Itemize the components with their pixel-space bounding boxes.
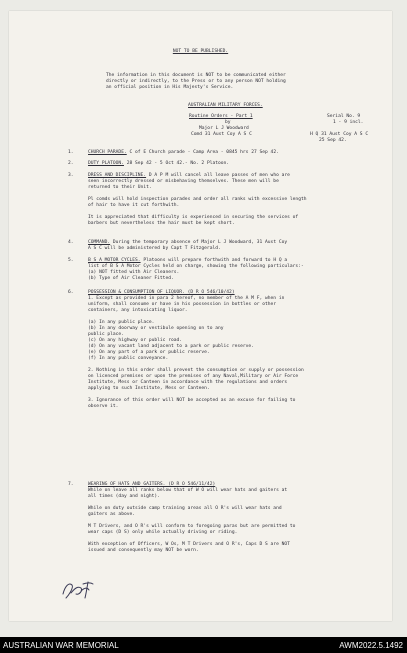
catalogue-id: AWM2022.5.1492 [339,641,403,650]
item-body-line: issued and consequently may NOT be worn. [88,548,199,553]
by-label: by [225,120,231,125]
item-body-line: (a) In any public place. [88,320,155,325]
hq-address: H Q 31 Aust Coy A S C [310,132,369,137]
item-body-line: 3. Ignorance of this order will NOT be accepted as an excuse for failing to [88,398,296,403]
item-body-line: gaiters as above. [88,512,136,517]
item-heading-line: B S A MOTOR CYCLES. Platoons will prepare forthwith and forward to H Q a [88,258,288,263]
officer-name: Major L J Woodward [199,126,249,131]
item-body-line: With exception of Officers, W Os, M T Drivers and O R's, Caps D S are NOT [88,542,290,547]
item-number: 7. [68,482,74,487]
item-body-line: Institute, Mess or Canteen in accordance with the regulations and orders [88,380,288,385]
footer-bar [0,637,407,653]
item-body-line: public place. [88,332,124,337]
archive-name: AUSTRALIAN WAR MEMORIAL [3,641,119,650]
item-body-line: returned to their Unit. [88,185,152,190]
orders-title: Routine Orders - Part 1 [189,114,253,119]
item-body-line: barbers but nevertheless the hair must be kept short. [88,221,235,226]
item-number: 2. [68,161,74,166]
officer-unit: Comd 31 Aust Coy A S C [191,132,252,137]
item-body-line: (e) On any part of a park or public reserve. [88,350,210,355]
item-body-line: 1. Except as provided in para 2 hereof, no member of the A M F, when in [88,296,285,301]
item-body-line: (f) In any public conveyance. [88,356,169,361]
serial-number: Serial No. 9 [327,114,361,119]
item-body-line: list of B S A Motor Cycles held on charge, showing the following particulars:- [88,264,304,269]
item-body-line: applying to such Institute, Mess or Canteen. [88,386,210,391]
item-heading-line: POSSESSION & CONSUMPTION OF LIQUOR. (D R O 546/10/42) [88,290,235,295]
order-date: 25 Sep 42. [319,138,347,143]
item-body-line: A S C will be administered by Capt T Fitzgerald. [88,246,221,251]
document-page [9,11,392,621]
item-body-line: It is appreciated that difficulty is experienced in securing the services of [88,215,299,220]
item-body-line: 2. Nothing in this order shall prevent the consumption or supply or possession [88,368,304,373]
handwritten-signature [59,576,99,602]
item-body-line: While on leave all ranks below that of W O will wear hats and gaiters at [88,488,288,493]
item-body-line: (c) On any highway or public road. [88,338,183,343]
item-heading-line: WEARING OF HATS AND GAITERS. (D R O 546/11/42) [88,482,216,487]
item-body-line: uniform, shall consume or have in his possession in bottles or other [88,302,277,307]
item-body-line: of hair to have it cut forthwith. [88,203,180,208]
notice-line-3: an official position in His Majesty's Service. [106,85,234,90]
item-body-line: on licenced premises or upon the premises of any Naval,Military or Air Force [88,374,299,379]
item-body-line: wear caps (D S) only while actually driving or riding. [88,530,238,535]
item-heading-line: COMMAND. During the temporary absence of Major L J Woodward, 31 Aust Coy [88,240,288,245]
notice-line-2: directly or indirectly, to the Press or to any person NOT holding [106,79,286,84]
item-number: 1. [68,150,74,155]
item-body-line: (b) In any doorway or vestibule opening on to any [88,326,224,331]
item-heading-line: CHURCH PARADE. C of E Church parade - Camp Area - 0845 hrs 27 Sep 42. [88,150,279,155]
item-body-line: (a) NOT fitted with Air Cleaners. [88,270,180,275]
item-number: 6. [68,290,74,295]
classification-heading: NOT TO BE PUBLISHED. [172,49,229,54]
item-body-line: Pl comds will hold inspection parades and order all ranks with excessive length [88,197,307,202]
item-body-line: While on duty outside camp training areas all O R's will wear hats and [88,506,282,511]
force-heading: AUSTRALIAN MILITARY FORCES. [188,103,263,108]
item-body-line: M T Drivers, and O R's will conform to foregoing paras but are permitted to [88,524,296,529]
item-body-line: observe it. [88,404,119,409]
serial-range: 1 - 9 incl. [333,120,364,125]
item-number: 5. [68,258,74,263]
item-body-line: seen incorrectly dressed or misbehaving themselves. These men will be [88,179,279,184]
notice-line-1: The information in this document is NOT to be communicated either [106,73,286,78]
item-body-line: (b) Type of Air Cleaner Fitted. [88,276,174,281]
item-heading-line: DRESS AND DISCIPLINE. D A P M will cancel all leave passes of men who are [88,173,290,178]
item-number: 4. [68,240,74,245]
item-body-line: (d) On any vacant land adjacent to a park or public reserve. [88,344,254,349]
item-body-line: all times (day and night). [88,494,160,499]
item-heading-line: DUTY PLATOON. 28 Sep 42 - 5 Oct 42.- No. 2 Platoon. [88,161,230,166]
item-number: 3. [68,173,74,178]
item-body-line: containers, any intoxicating liquor. [88,308,188,313]
